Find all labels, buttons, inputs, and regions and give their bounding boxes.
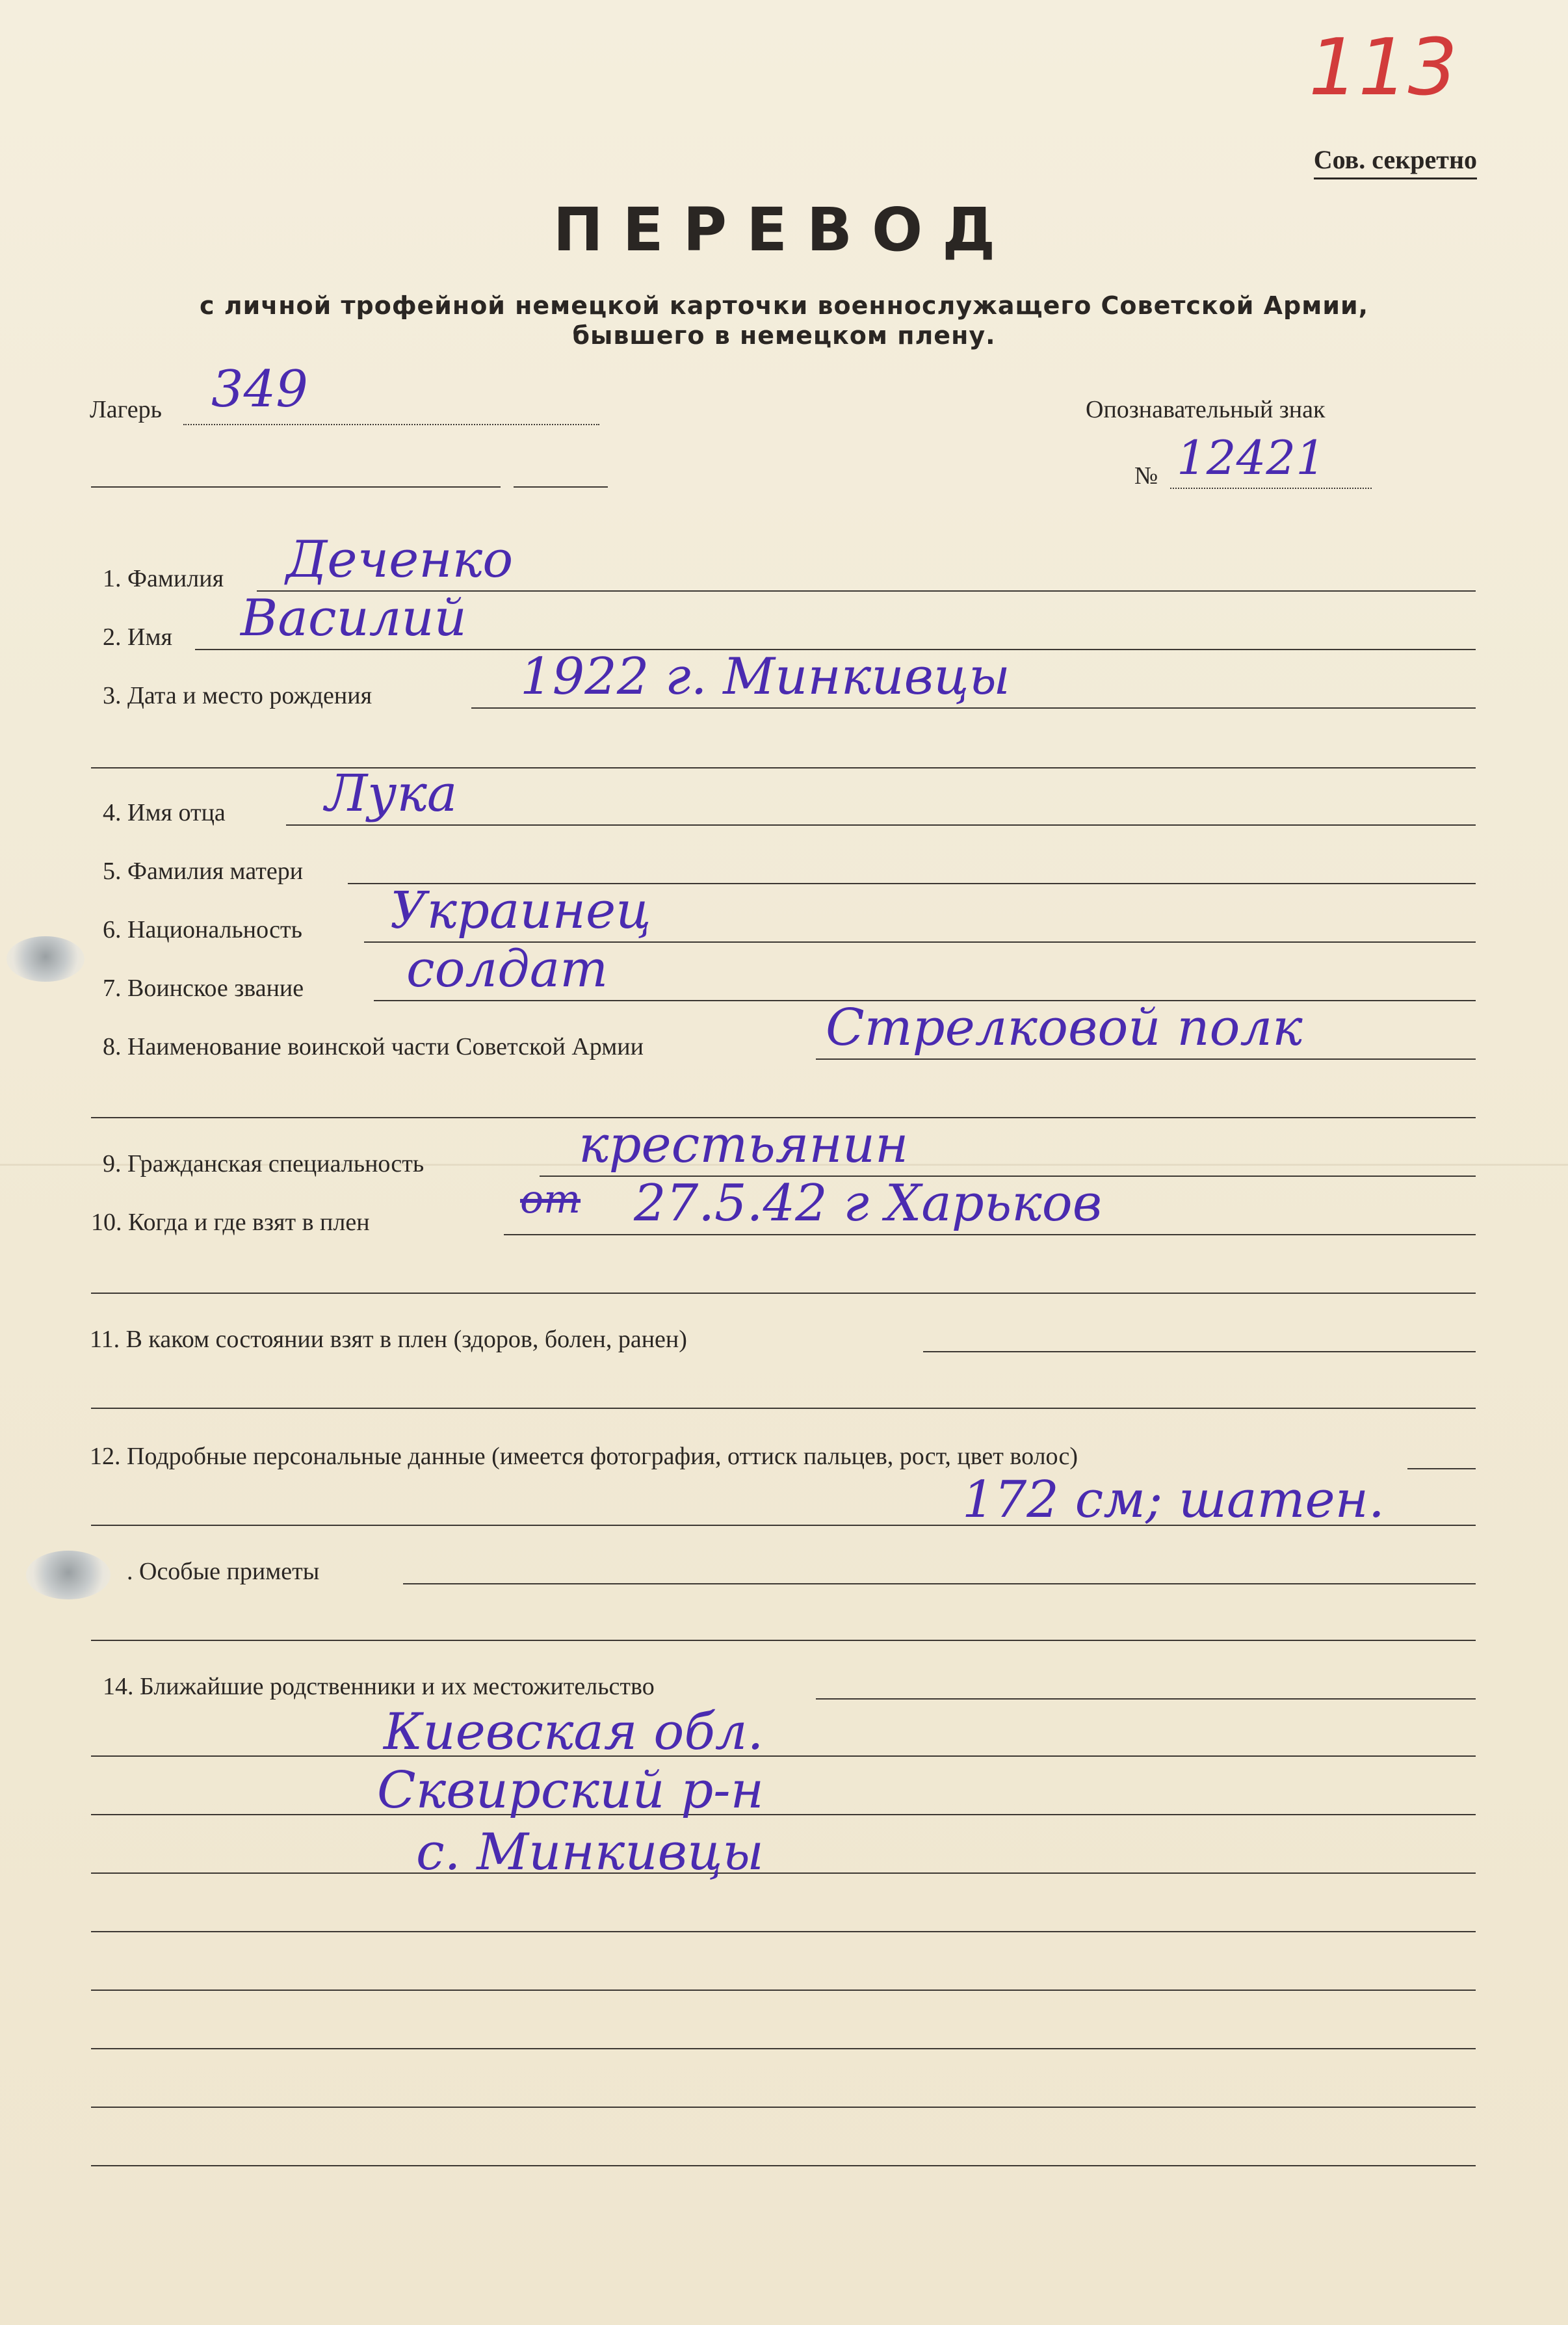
- field-1-value: Деченко: [286, 531, 514, 589]
- field-14-line-3: [91, 1814, 1476, 1815]
- field-14-line-4: [91, 1872, 1476, 1874]
- camp-value: 349: [211, 360, 308, 419]
- camp-line: [183, 424, 599, 425]
- field-2-label: 2. Имя: [103, 624, 172, 651]
- field-14-value-line-1: Киевская обл.: [384, 1703, 764, 1761]
- field-6-value: Украинец: [390, 882, 651, 940]
- camp-label: Лагерь: [90, 396, 162, 423]
- field-14-line-8: [91, 2107, 1476, 2108]
- field-9-value: крестьянин: [579, 1116, 909, 1174]
- field-4-value: Лука: [325, 765, 458, 823]
- field-3-label: 3. Дата и место рождения: [103, 682, 372, 709]
- id-number-value: 12421: [1177, 430, 1326, 485]
- field-3-extra-line: [91, 767, 1476, 768]
- document-title: ПЕРЕВОД: [553, 195, 1015, 265]
- field-8-label: 8. Наименование воинской части Советской Армии: [103, 1033, 644, 1060]
- camp-extra-line: [91, 486, 501, 488]
- field-12-label: 12. Подробные персональные данные (имеется фотография, оттиск пальцев, рост, цвет волос): [90, 1443, 1078, 1470]
- field-10-value: 27.5.42 г Харьков: [634, 1174, 1103, 1233]
- field-3-value: 1922 г. Минкивцы: [520, 648, 1010, 706]
- page-number: 113: [1308, 23, 1457, 113]
- field-8-value: Стрелковой полк: [826, 999, 1303, 1057]
- field-4-line: [286, 824, 1476, 826]
- field-12-value: 172 см; шатен.: [962, 1471, 1385, 1529]
- punch-hole: [7, 936, 85, 982]
- field-3-line: [471, 707, 1476, 709]
- field-10-label: 10. Когда и где взят в плен: [91, 1209, 370, 1236]
- field-14-line: [816, 1698, 1476, 1700]
- field-11-line: [923, 1351, 1476, 1352]
- field-11-extra-line: [91, 1408, 1476, 1409]
- field-4-label: 4. Имя отца: [103, 799, 226, 826]
- subtitle-line-1: с личной трофейной немецкой карточки военнослужащего Советской Армии,: [199, 291, 1369, 320]
- field-14-line-6: [91, 1990, 1476, 1991]
- field-14-line-7: [91, 2048, 1476, 2049]
- camp-extra-line-2: [514, 486, 608, 488]
- field-12-line: [1407, 1468, 1476, 1469]
- field-10-line: [504, 1234, 1476, 1235]
- field-13-line: [403, 1583, 1476, 1584]
- id-number-label: №: [1134, 462, 1158, 490]
- field-10-strike: от: [520, 1177, 581, 1222]
- classification-stamp: Сов. секретно: [1314, 144, 1477, 179]
- subtitle-line-2: бывшего в немецком плену.: [572, 321, 996, 350]
- field-5-label: 5. Фамилия матери: [103, 858, 304, 885]
- field-10-extra-line: [91, 1293, 1476, 1294]
- field-11-label: 11. В каком состоянии взят в плен (здоров, болен, ранен): [90, 1326, 687, 1353]
- field-14-label: 14. Ближайшие родственники и их местожительство: [103, 1673, 655, 1700]
- field-14-value-line-2: Сквирский р-н: [377, 1761, 764, 1820]
- id-number-line: [1170, 488, 1372, 489]
- field-6-label: 6. Национальность: [103, 916, 302, 943]
- field-7-value: солдат: [406, 940, 608, 999]
- field-13-label: . Особые приметы: [127, 1558, 320, 1585]
- field-13-extra-line: [91, 1640, 1476, 1641]
- field-7-label: 7. Воинское звание: [103, 975, 304, 1002]
- field-14-line-2: [91, 1755, 1476, 1757]
- field-9-label: 9. Гражданская специальность: [103, 1150, 425, 1177]
- field-14-line-9: [91, 2165, 1476, 2166]
- field-8-line: [816, 1058, 1476, 1060]
- field-14-value-line-3: с. Минкивцы: [416, 1823, 764, 1882]
- id-tag-label: Опознавательный знак: [1086, 396, 1326, 423]
- punch-hole: [26, 1551, 111, 1599]
- field-2-value: Василий: [241, 589, 467, 648]
- field-14-line-5: [91, 1931, 1476, 1932]
- field-1-label: 1. Фамилия: [103, 565, 224, 592]
